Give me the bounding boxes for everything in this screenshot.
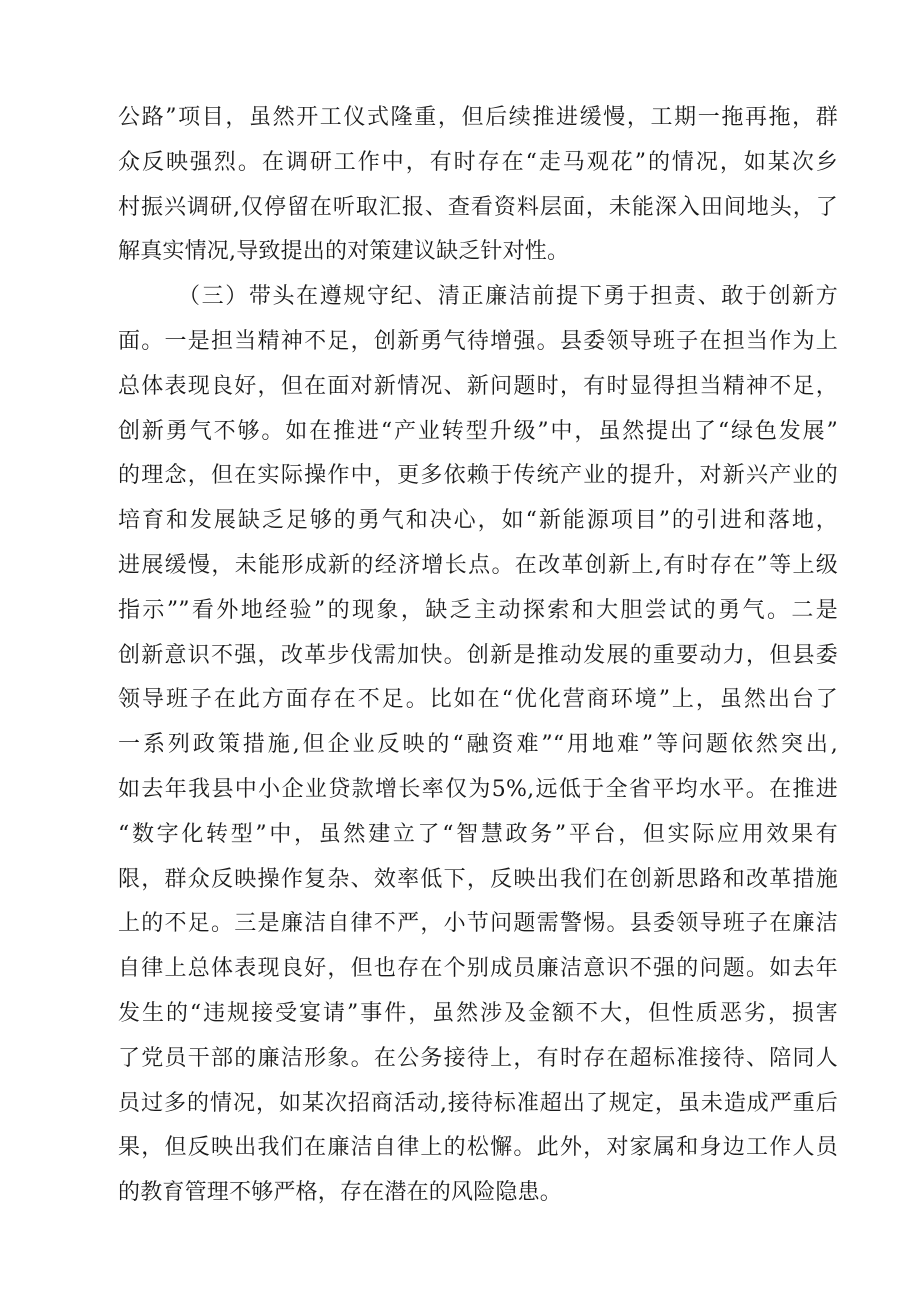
- text-line: 了党员干部的廉洁形象。在公务接待上，有时存在超标准接待、陪同人: [118, 1045, 838, 1071]
- text-line: 的理念，但在实际操作中，更多依赖于传统产业的提升，对新兴产业的: [118, 463, 838, 489]
- text-line: 一系列政策措施,但企业反映的“融资难”“用地难”等问题依然突出,: [118, 732, 838, 758]
- text-line: 公路”项目，虽然开工仪式隆重，但后续推进缓慢，工期一拖再拖，群: [118, 105, 838, 130]
- text-line: 果，但反映出我们在廉洁自律上的松懈。此外，对家属和身边工作人员: [118, 1135, 838, 1161]
- text-line: 领导班子在此方面存在不足。比如在“优化营商环境”上，虽然出台了: [118, 687, 838, 713]
- text-line: 如去年我县中小企业贷款增长率仅为5%,远低于全省平均水平。在推进: [118, 776, 838, 802]
- text-line: 村振兴调研,仅停留在听取汇报、查看资料层面，未能深入田间地头，了: [118, 194, 838, 220]
- text-line: 解真实情况,导致提出的对策建议缺乏针对性。: [118, 239, 570, 265]
- text-line: 创新意识不强，改革步伐需加快。创新是推动发展的重要动力，但县委: [118, 642, 838, 668]
- text-line: 的教育管理不够严格，存在潜在的风险隐患。: [118, 1180, 563, 1206]
- text-line: 发生的“违规接受宴请”事件，虽然涉及金额不大，但性质恶劣，损害: [118, 1000, 838, 1026]
- text-line: 培育和发展缺乏足够的勇气和决心，如“新能源项目”的引进和落地，: [118, 508, 838, 534]
- text-line: 自律上总体表现良好，但也存在个别成员廉洁意识不强的问题。如去年: [118, 956, 838, 982]
- text-line: 总体表现良好，但在面对新情况、新问题时，有时显得担当精神不足，: [118, 373, 838, 399]
- text-line: 进展缓慢，未能形成新的经济增长点。在改革创新上,有时存在”等上级: [118, 552, 838, 578]
- text-line: 面。一是担当精神不足，创新勇气待增强。县委领导班子在担当作为上: [118, 328, 838, 354]
- text-line: 限，群众反映操作复杂、效率低下，反映出我们在创新思路和改革措施: [118, 866, 838, 892]
- text-line: 上的不足。三是廉洁自律不严，小节问题需警惕。县委领导班子在廉洁: [118, 911, 838, 937]
- section-heading-line: （三）带头在遵规守纪、清正廉洁前提下勇于担责、敢于创新方: [178, 284, 838, 310]
- text-line: 员过多的情况，如某次招商活动,接待标准超出了规定，虽未造成严重后: [118, 1090, 838, 1116]
- text-line: 指示””看外地经验”的现象，缺乏主动探索和大胆尝试的勇气。二是: [118, 597, 838, 623]
- text-line: 创新勇气不够。如在推进“产业转型升级”中，虽然提出了“绿色发展”: [118, 418, 838, 444]
- text-line: 众反映强烈。在调研工作中，有时存在“走马观花”的情况，如某次乡: [118, 149, 838, 175]
- text-line: “数字化转型”中，虽然建立了“智慧政务”平台，但实际应用效果有: [118, 821, 838, 847]
- document-body: [118, 96, 838, 1216]
